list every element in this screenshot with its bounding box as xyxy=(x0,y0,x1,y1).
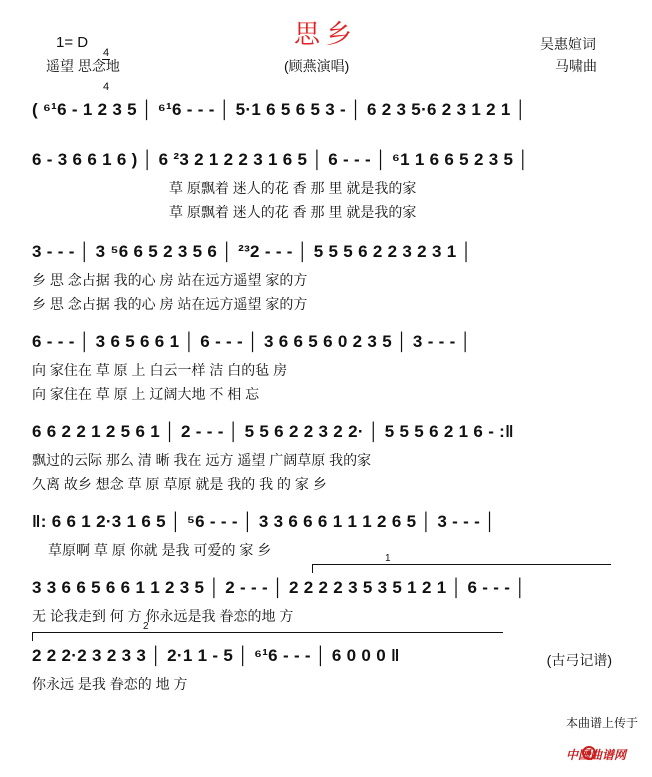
notation-line: 2 2 2·2 3 2 3 3 │ 2·1 1 - 5 │ ⁶¹6 - - - │ 6 0 0 0 ‖ xyxy=(32,646,400,665)
lyric-chorus: 你永远 是我 眷恋的 地 方 xyxy=(32,676,188,692)
lyric-verse-2: 草 原飘着 迷人的花 香 那 里 就是我的家 xyxy=(169,204,417,220)
lyric-verse-2: 久离 故乡 想念 草 原 草原 就是 我的 我 的 家 乡 xyxy=(32,476,327,492)
transcriber-credit: (古弓记谱) xyxy=(546,652,612,668)
notation-line: 6 - - - │ 3 6 5 6 6 1 │ 6 - - - │ 3 6 6 5 6 0 2 3 5 │ 3 - - - │ xyxy=(32,332,472,351)
footer-text: 本曲谱上传于 xyxy=(565,716,638,730)
expression-mark: 遥望 思念地 xyxy=(46,58,120,74)
notation-line: 3 3 6 6 5 6 6 1 1 2 3 5 │ 2 - - - │ 2 2 2 2 3 5 3 5 1 2 1 │ 6 - - - │ xyxy=(32,578,527,597)
footer-upload-note xyxy=(559,700,638,763)
singer-credit: (顾燕演唱) xyxy=(284,58,350,74)
lyric-verse-1: 乡 思 念占据 我的心 房 站在远方遥望 家的方 xyxy=(32,272,308,288)
volta-label: 2 xyxy=(143,621,149,632)
volta-bracket-2 xyxy=(32,621,503,641)
lyric-verse-1: 飘过的云际 那么 清 晰 我在 远方 遥望 广阔草原 我的家 xyxy=(32,452,372,468)
site-logo-icon xyxy=(568,732,584,746)
lyricist-credit: 吴惠媗词 xyxy=(540,36,596,52)
time-signature-top: 4 xyxy=(103,47,110,59)
lyric-chorus: 草原啊 草 原 你就 是我 可爱的 家 乡 xyxy=(48,542,272,558)
key-signature: 1= D xyxy=(56,34,89,51)
site-name[interactable]: 中国曲谱网 xyxy=(565,747,626,762)
volta-label: 1 xyxy=(385,553,391,564)
lyric-chorus: 无 论我走到 何 方 你永远是我 眷恋的地 方 xyxy=(32,608,294,624)
lyric-verse-1: 草 原飘着 迷人的花 香 那 里 就是我的家 xyxy=(169,180,417,196)
lyric-verse-1: 向 家住在 草 原 上 白云一样 洁 白的毡 房 xyxy=(32,362,288,378)
notation-line: 3 - - - │ 3 ⁵6 6 5 2 3 5 6 │ ²³2 - - - │ 5 5 5 6 2 2 3 2 3 1 │ xyxy=(32,242,473,261)
notation-line: ( ⁶¹6 - 1 2 3 5 │ ⁶¹6 - - - │ 5·1 6 5 6 5 3 - │ 6 2 3 5·6 2 3 1 2 1 │ xyxy=(32,100,527,119)
notation-line: 6 6 2 2 1 2 5 6 1 │ 2 - - - │ 5 5 6 2 2 3 2 2· │ 5 5 5 6 2 1 6 - :‖ xyxy=(32,422,514,441)
lyric-verse-2: 向 家住在 草 原 上 辽阔大地 不 相 忘 xyxy=(32,386,260,402)
volta-bracket-1 xyxy=(312,553,611,573)
notation-line: 6 - 3 6 6 1 6 ) │ 6 ²3 2 1 2 2 3 1 6 5 │ 6 - - - │ ⁶1 1 6 6 5 2 3 5 │ xyxy=(32,150,530,169)
song-title: 思乡 xyxy=(293,19,358,49)
time-signature-bottom: 4 xyxy=(103,81,110,93)
notation-line: ‖: 6 6 1 2·3 1 6 5 │ ⁵6 - - - │ 3 3 6 6 6 1 1 1 2 6 5 │ 3 - - - │ xyxy=(32,512,496,531)
composer-credit: 马啸曲 xyxy=(555,58,597,74)
lyric-verse-2: 乡 思 念占据 我的心 房 站在远方遥望 家的方 xyxy=(32,296,308,312)
